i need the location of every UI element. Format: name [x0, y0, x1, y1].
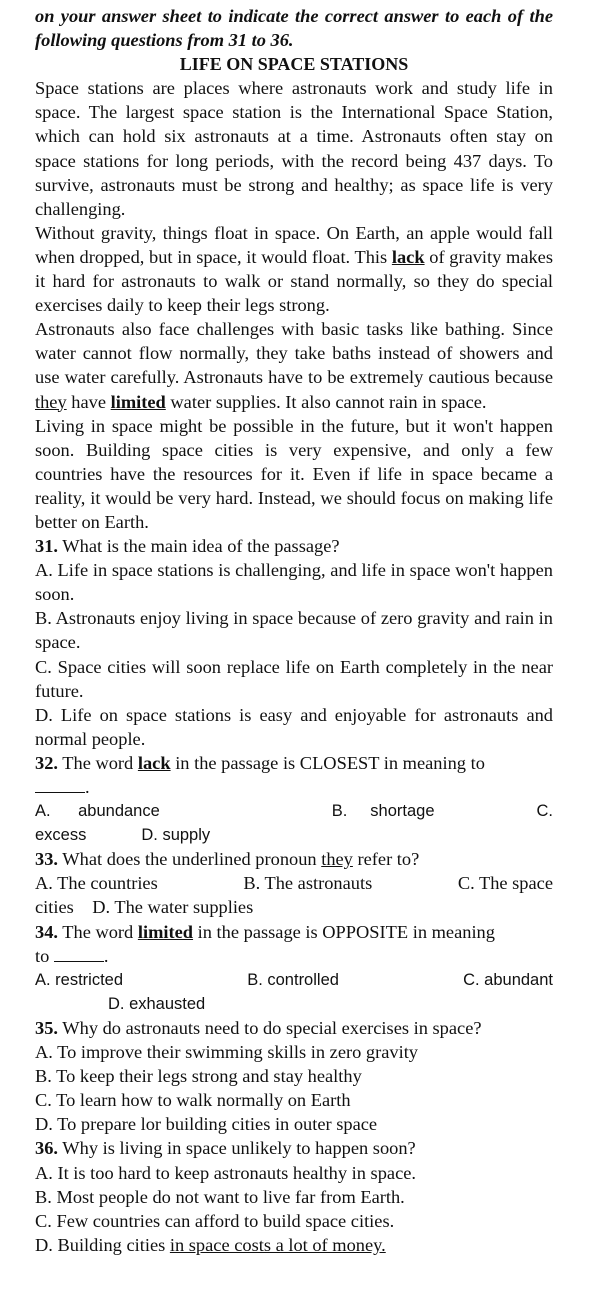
- question-31: 31. What is the main idea of the passage?: [35, 536, 340, 557]
- q34-blank: to .: [35, 945, 109, 966]
- q34-option-b: B. controlled: [247, 970, 339, 989]
- q35-option-a: A. To improve their swimming skills in zero gravity: [35, 1042, 418, 1063]
- passage-paragraph-4: Living in space might be possible in the future, but it won't happen soon. Building space cities is very expensive, and only a few countries have the resources for it. Even if life in space became a reality, it would be very hard. Instead, we should focus on making life better on Earth.: [35, 415, 553, 532]
- q34-option-c: C. abundant: [463, 970, 553, 989]
- question-32: 32. The word lack in the passage is CLOSEST in meaning to: [35, 752, 485, 773]
- passage-paragraph-3: Astronauts also face challenges with basic tasks like bathing. Since water cannot flow normally, they take baths instead of showers and use water carefully. Astronauts have to be extremely cautious because they have limited water supplies. It also cannot rain in space.: [35, 319, 553, 412]
- q34-options-row: [35, 968, 553, 992]
- q32-options-row: [35, 799, 553, 823]
- q31-option-c: C. Space cities will soon replace life on Earth completely in the near future.: [35, 656, 553, 701]
- passage-paragraph-1: Space stations are places where astronauts work and study life in space. The largest space station is the International Space Station, which can hold six astronauts at a time. Astronauts often stay on space stations for long periods, with the record being 437 days. To survive, astronauts must be strong and healthy; as space life is very challenging.: [35, 78, 553, 219]
- q32-option-d: D. supply: [141, 826, 211, 845]
- q32-option-b: B. shortage: [331, 802, 435, 821]
- keyword-limited: limited: [110, 391, 166, 412]
- q36-option-d: D. Building cities in space costs a lot of money.: [35, 1234, 386, 1255]
- q33-option-c: C. The space: [457, 873, 553, 894]
- q36-option-b: B. Most people do not want to live far from Earth.: [35, 1186, 405, 1207]
- q32-option-a: A. abundance: [35, 802, 160, 821]
- q33-option-a: A. The countries: [35, 873, 158, 894]
- q35-option-b: B. To keep their legs strong and stay healthy: [35, 1066, 362, 1087]
- question-34: 34. The word limited in the passage is OPPOSITE in meaning: [35, 921, 495, 942]
- passage-paragraph-2: Without gravity, things float in space. On Earth, an apple would fall when dropped, but in space, it would float. This lack of gravity makes it hard for astronauts to walk or stand normally, so they do special exercises daily to keep their legs strong.: [35, 222, 554, 316]
- q31-option-a: A. Life in space stations is challenging, and life in space won't happen soon.: [35, 560, 553, 605]
- q33-option-b: B. The astronauts: [243, 873, 373, 894]
- question-35: 35. Why do astronauts need to do special exercises in space?: [35, 1017, 482, 1038]
- question-36: 36. Why is living in space unlikely to happen soon?: [35, 1138, 416, 1159]
- question-33: 33. What does the underlined pronoun they refer to?: [35, 849, 420, 870]
- q32-blank: .: [35, 775, 553, 799]
- q32-options-row-2: [35, 823, 553, 847]
- q32-option-c-letter: C.: [536, 802, 553, 821]
- q31-option-d: D. Life on space stations is easy and enjoyable for astronauts and normal people.: [35, 704, 553, 749]
- keyword-lack: lack: [391, 246, 425, 267]
- q34-option-a: A. restricted: [35, 970, 124, 989]
- passage-title: LIFE ON SPACE STATIONS: [179, 54, 409, 75]
- q34-option-d: D. exhausted: [108, 994, 206, 1013]
- q36-option-a: A. It is too hard to keep astronauts healthy in space.: [35, 1162, 416, 1183]
- instruction-text: on your answer sheet to indicate the correct answer to each of the following questions from 31 to 36.: [35, 6, 553, 51]
- q32-option-c: excess: [35, 826, 87, 845]
- q36-option-c: C. Few countries can afford to build space cities.: [35, 1210, 395, 1231]
- q31-option-b: B. Astronauts enjoy living in space because of zero gravity and rain in space.: [35, 608, 553, 653]
- q33-options-row-2: cities D. The water supplies: [35, 897, 254, 918]
- q35-option-d: D. To prepare lor building cities in outer space: [35, 1114, 378, 1135]
- q33-options-row: [35, 871, 553, 895]
- keyword-they: they: [35, 391, 67, 412]
- q33-option-d: D. The water supplies: [92, 897, 254, 918]
- q35-option-c: C. To learn how to walk normally on Earth: [35, 1090, 351, 1111]
